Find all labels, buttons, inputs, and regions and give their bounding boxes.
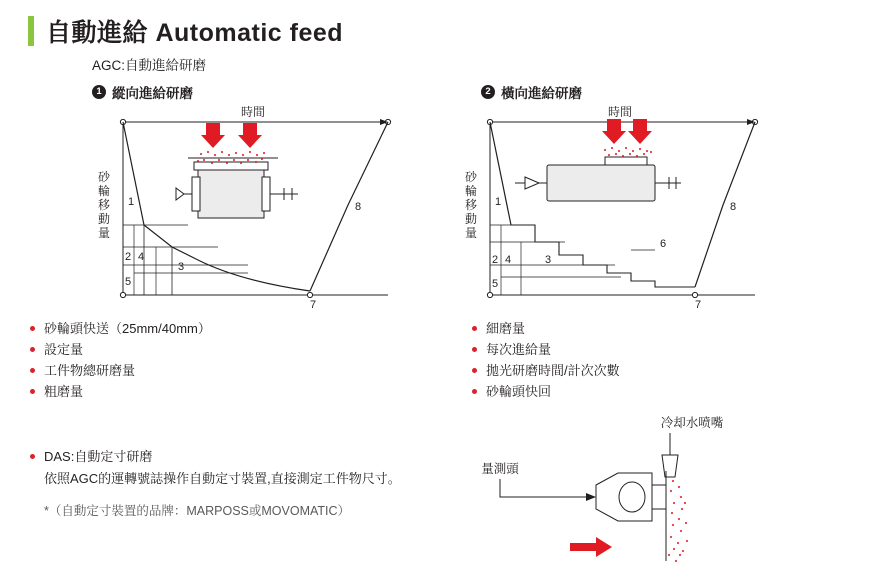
right-step-label-3: 3 — [545, 254, 552, 266]
right-step-label-4: 4 — [505, 254, 512, 266]
title-accent-bar — [28, 16, 34, 46]
section-heading-1 — [92, 82, 193, 102]
list-item: 工件物總研磨量 — [30, 360, 211, 381]
subtitle-agc: AGC:自動進給研磨 — [92, 58, 207, 73]
bullet-list-right — [472, 318, 620, 402]
page-title-text: 自動進給 Automatic feed — [46, 19, 344, 47]
right-axis-x-label: 時間 — [607, 105, 633, 119]
list-item: 粗磨量 — [30, 381, 211, 402]
das-title: DAS:自動定寸研磨 — [30, 446, 401, 468]
red-direction-arrow-icon — [570, 537, 612, 557]
list-item: 拋光研磨時間/計次次數 — [472, 360, 620, 381]
red-feed-arrow-right-2-icon — [628, 119, 652, 144]
red-feed-arrow-right-1-icon — [602, 119, 626, 144]
right-step-label-1: 1 — [495, 196, 502, 208]
red-feed-arrow-left-icon — [201, 123, 225, 148]
section-number-2-icon: 2 — [481, 85, 495, 99]
left-step-label-5: 5 — [125, 276, 132, 288]
das-note: *（自動定寸裝置的品牌：MARPOSS或MOVOMATIC） — [44, 504, 351, 518]
right-step-label-2: 2 — [492, 254, 499, 266]
page-title — [28, 14, 343, 48]
left-step-label-4: 4 — [138, 251, 145, 263]
section-label-2: 橫向進給研磨 — [501, 86, 582, 101]
probe-label: 量測頭 — [481, 462, 519, 476]
left-step-label-3: 3 — [178, 261, 185, 273]
right-step-label-6: 6 — [660, 238, 667, 250]
list-item: 設定量 — [30, 339, 211, 360]
right-step-label-7: 7 — [695, 299, 702, 310]
das-description: 依照AGC的運轉號誌操作自動定寸裝置,直接測定工件物尺寸。 — [44, 471, 401, 486]
list-item: 細磨量 — [472, 318, 620, 339]
diagram-transverse-feed — [455, 105, 775, 310]
das-block — [30, 446, 401, 522]
left-step-label-2: 2 — [125, 251, 132, 263]
red-feed-arrow-right-icon — [238, 123, 262, 148]
right-step-label-5: 5 — [492, 278, 499, 290]
bullet-list-left — [30, 318, 211, 402]
coolant-label: 冷却水喷嘴 — [660, 416, 724, 430]
section-label-1: 縱向進給研磨 — [112, 86, 193, 101]
left-step-label-1: 1 — [128, 196, 135, 208]
diagram-in-process-gauge — [470, 415, 770, 565]
diagram-longitudinal-feed — [88, 105, 408, 310]
right-axis-y-label: 砂 輪 移 動 量 — [464, 170, 477, 240]
list-item: 砂輪頭快回 — [472, 381, 620, 402]
list-item: 砂輪頭快送（25mm/40mm） — [30, 318, 211, 339]
left-step-label-7: 7 — [310, 299, 317, 310]
right-step-label-8: 8 — [730, 201, 737, 213]
section-number-1-icon: 1 — [92, 85, 106, 99]
left-axis-y-label: 砂 輪 移 動 量 — [97, 170, 110, 240]
left-axis-x-label: 時間 — [240, 105, 266, 119]
section-heading-2 — [481, 82, 582, 102]
list-item: 每次進給量 — [472, 339, 620, 360]
left-step-label-8: 8 — [355, 201, 362, 213]
